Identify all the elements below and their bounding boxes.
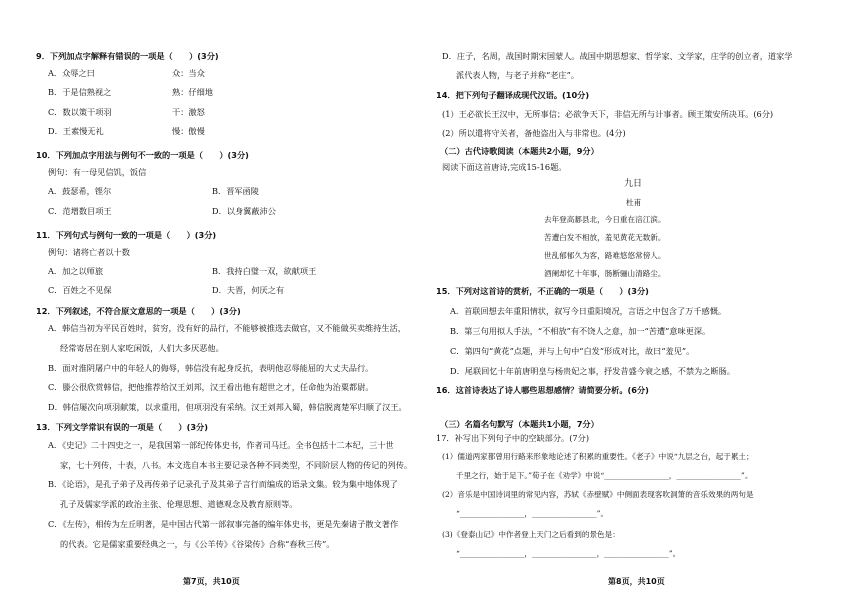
q10-example: 例句：有一母见信饥，饭信 — [48, 167, 147, 177]
q13-option-a-cont: 家，七十列传，十表，八书。本文选自本书主要记录各种不同类型，不同阶层人物的传记的列传。 — [60, 460, 413, 470]
q9-option-b-gloss: 熟：仔细地 — [172, 87, 213, 97]
q13-option-c: C．《左传》，相传为左丘明著，是中国古代第一部叙事完备的编年体史书，更是先秦诸子散文著作 — [48, 519, 399, 529]
section-3-title: （三）名篇名句默写（本题共1小题，7分） — [440, 419, 599, 429]
q11-option-b: B．我持白璧一双，欲献项王 — [212, 266, 317, 276]
q17-item-1-blanks: 千里之行，始于足下。”荀子在《劝学》中说“_________________，_________________”。 — [456, 471, 753, 480]
q10-option-c: C．范增数目项王 — [48, 206, 112, 216]
q14-sentence-1: (1）王必欲长王汉中，无所事信；必欲争天下，非信无所与计事者。顾王策安所决耳。(6分) — [442, 109, 774, 119]
q12-option-c: C．滕公很欣赏韩信，把他推荐给汉王刘邦，汉王看出他有超世之才，任命他为治粟都尉。 — [48, 382, 374, 392]
q10-option-a: A．鼓瑟希，铿尔 — [48, 186, 112, 196]
q11-option-d: D．夫晋，何厌之有 — [212, 285, 285, 295]
q12-option-a: A．韩信当初为平民百姓时，贫穷，没有好的品行，不能够被推选去做官，又不能做买卖维持生活， — [48, 323, 406, 333]
section-2-title: （二）古代诗歌阅读（本题共2小题，9分） — [440, 146, 599, 156]
question-10-stem: 10．下列加点字用法与例句不一致的一项是（ ）(3分) — [36, 150, 249, 160]
poem-author: 杜甫 — [626, 198, 642, 207]
q17-item-1: (1）儒道两家都曾用行路来形象地论述了积累的重要性。《老子》中说“九层之台，起于累土； — [442, 452, 754, 461]
q10-option-d: D．以身翼蔽沛公 — [212, 206, 276, 216]
q9-option-d: D．王素慢无礼 — [48, 126, 104, 136]
q13-option-b: B．《论语》，是孔子弟子及再传弟子记录孔子及其弟子言行而编成的语录文集。较为集中地体现了 — [48, 479, 398, 489]
q15-option-d: D．尾联回忆十年前唐明皇与杨贵妃之事，抒发昔盛今衰之感，不禁为之断肠。 — [450, 366, 735, 376]
left-page-footer: 第7页，共10页 — [183, 577, 240, 586]
q13-option-c-cont: 的代表。它是儒家重要经典之一，与《公羊传》《谷梁传》合称“春秋三传”。 — [60, 539, 335, 549]
q12-option-b: B．面对淮阴屠户中的年轻人的侮辱，韩信没有起身反抗，表明他忍辱能屈的大丈夫品行。 — [48, 363, 374, 373]
q17-item-3-blanks: “_________________，_________________，_________________”。 — [456, 549, 681, 558]
q9-option-c-gloss: 干：激怒 — [172, 107, 205, 117]
q17-item-2: (2）音乐是中国诗词里的常见内容，苏轼《赤壁赋》中侧面表现客吹洞箫的音乐效果的两句是 — [442, 490, 754, 499]
question-13-stem: 13．下列文学常识有误的一项是（ ）(3分) — [36, 422, 208, 432]
q9-option-b: B．于是信熟视之 — [48, 87, 112, 97]
q17-item-3: (3)《登泰山记》中作者登上天门之后看到的景色是： — [442, 530, 620, 539]
poem-line-4: 酒阑却忆十年事，肠断骊山清路尘。 — [544, 269, 666, 278]
right-page-footer: 第8页，共10页 — [608, 577, 665, 586]
poem-line-3: 世乱郁郁久为客，路难悠悠常傍人。 — [544, 251, 666, 260]
question-17-stem: 17．补写出下列句子中的空缺部分。(7分) — [436, 433, 590, 443]
question-9-stem: 9．下列加点字解释有错误的一项是（ ）(3分) — [36, 51, 219, 61]
question-15-stem: 15．下列对这首诗的赏析，不正确的一项是（ ）(3分) — [436, 286, 649, 296]
poem-title: 九日 — [624, 179, 643, 189]
q9-option-c: C．数以策干项羽 — [48, 107, 112, 117]
q15-option-a: A．首联回想去年重阳情状，叙写今日重阳境况，言语之中包含了万千感慨。 — [450, 306, 727, 316]
q15-option-c: C．第四句“黄花”点题，并与上句中“白发”形成对比，故曰“羞见”。 — [450, 346, 695, 356]
section-2-intro: 阅读下面这首唐诗,完成15-16题。 — [442, 162, 567, 172]
q12-option-a-cont: 经常寄居在别人家吃闲饭，人们大多厌恶他。 — [60, 343, 224, 353]
poem-line-1: 去年登高郪县北，今日重在涪江滨。 — [544, 215, 666, 224]
q12-option-d: D．韩信屡次向项羽献策，以求重用，但项羽没有采纳。汉王刘邦入蜀，韩信脱离楚军归顺了汉王。 — [48, 402, 407, 412]
q13-option-d-cont: 派代表人物，与老子并称“老庄”。 — [456, 70, 579, 80]
q11-option-c: C．百姓之不见保 — [48, 285, 112, 295]
question-12-stem: 12．下列叙述，不符合原文意思的一项是（ ）(3分) — [36, 306, 241, 316]
question-14-stem: 14．把下列句子翻译成现代汉语。(10分) — [436, 90, 590, 100]
q13-option-b-cont: 孔子及儒家学派的政治主张、伦理思想、道德观念及教育原则等。 — [60, 499, 298, 509]
q9-option-d-gloss: 慢：傲慢 — [172, 126, 205, 136]
q13-option-d: D．庄子，名周，战国时期宋国蒙人。战国中期思想家、哲学家、文学家，庄学的创立者，道家学 — [442, 51, 793, 61]
q9-option-a-gloss: 众：当众 — [172, 68, 205, 78]
q9-option-a: A．众辱之曰 — [48, 68, 95, 78]
question-16-stem: 16．这首诗表达了诗人哪些思想感情？请简要分析。(6分) — [436, 385, 649, 395]
question-11-stem: 11．下列句式与例句一致的一项是（ ）(3分) — [36, 230, 217, 240]
q15-option-b: B．第三句用拟人手法，“不相放”有不饶人之意，加一“苦遭”意味更深。 — [450, 326, 711, 336]
q13-option-a: A．《史记》二十四史之一，是我国第一部纪传体史书，作者司马迁。全书包括十二本纪，三十世 — [48, 440, 394, 450]
q10-option-b: B．晋军函陵 — [212, 186, 259, 196]
q11-option-a: A．加之以师旅 — [48, 266, 104, 276]
q11-example: 例句：诸将亡者以十数 — [48, 247, 130, 257]
q17-item-2-blanks: “_________________，_________________”。 — [456, 509, 609, 518]
q14-sentence-2: (2）所以遣将守关者，备他盗出入与非常也。(4分) — [442, 128, 626, 138]
poem-line-2: 苦遭白发不相放，羞见黄花无数新。 — [544, 233, 666, 242]
